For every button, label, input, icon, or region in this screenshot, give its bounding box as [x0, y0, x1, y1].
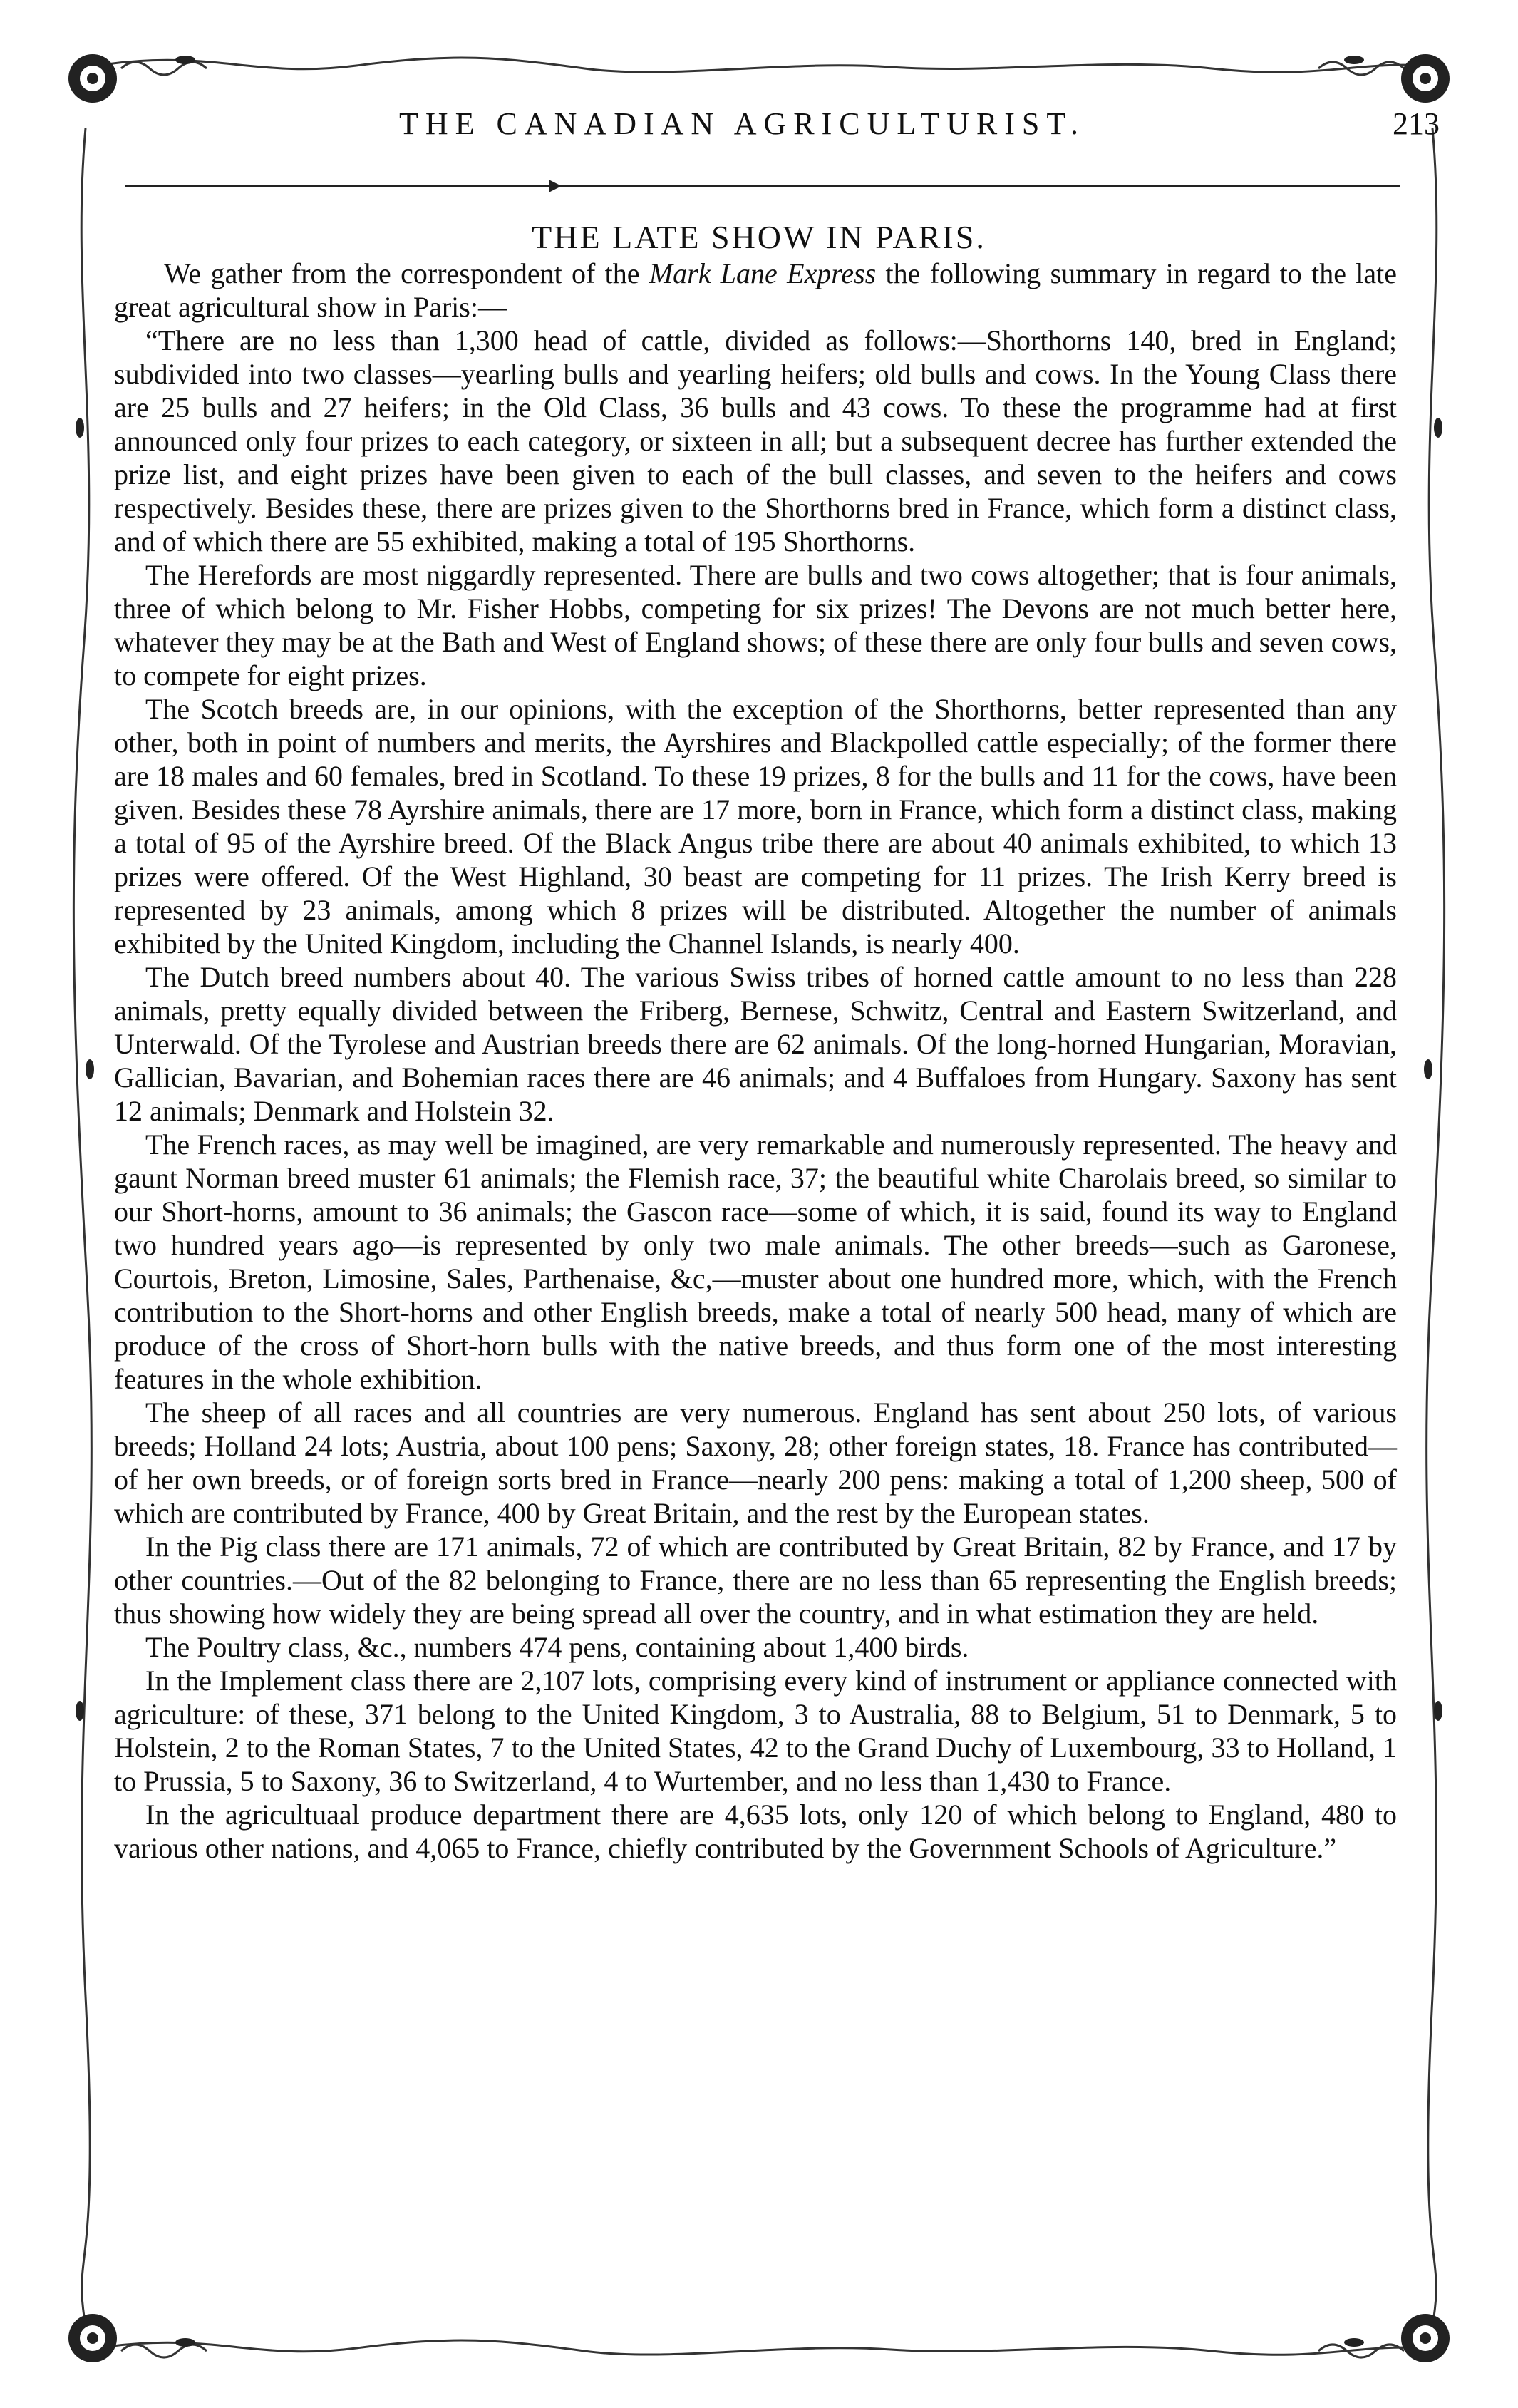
intro-source-title: Mark Lane Express — [649, 257, 877, 289]
paragraph-poultry: The Poultry class, &c., numbers 474 pens, containing about 1,400 birds. — [145, 1631, 969, 1663]
paragraph-implements: In the Implement class there are 2,107 lots, comprising every kind of instrument or appliance connected with agriculture: of these, 371 belong to the United Kingdom, 3 to Australia, 88 to Belgium, 51 to Denmark, 5 to Holstein, 2 to the Roman States, 7 to the United States, 42 to the Grand Duchy of Luxembourg, 33 to Holland, 1 to Prussia, 5 to Saxony, 36 to Switzerland, 4 to Wurtember, and no less than 1,430 to France. — [114, 1664, 1397, 1797]
intro-text-before: We gather from the correspondent of the — [164, 257, 649, 289]
article-body — [114, 257, 1397, 1865]
header-rule — [125, 185, 1400, 187]
paragraph-french-races: The French races, as may well be imagined, are very remarkable and numerously represented. The heavy and gaunt Norman breed muster 61 animals; the Flemish race, 37; the beautiful white Charolais breed, so similar to our Short-horns, amount to 36 animals; the Gascon race—some of which, it is said, found its way to England two hundred years ago—is represented by only two male animals. The other breeds—such as Garonese, Courtois, Breton, Limosine, Sales, Parthenaise, &c,—muster about one hundred more, which, with the French contribution to the Short-horns and other English breeds, make a total of nearly 500 head, many of which are produce of the cross of Short-horn bulls with the native breeds, and thus form one of the most interesting features in the whole exhibition. — [114, 1128, 1397, 1395]
article-title: THE LATE SHOW IN PARIS. — [532, 219, 986, 255]
paragraph-herefords: The Herefords are most niggardly represented. There are bulls and two cows altogether; that is four animals, three of which belong to Mr. Fisher Hobbs, competing for six prizes! The Devons are not much better here, whatever they may be at the Bath and West of England shows; of these there are only four bulls and seven cows, to compete for eight prizes. — [114, 559, 1397, 691]
intro-paragraph — [114, 257, 1397, 324]
paragraph-scotch-breeds: The Scotch breeds are, in our opinions, with the exception of the Shorthorns, better represented than any other, both in point of numbers and merits, the Ayrshires and Blackpolled cattle especially; of the former there are 18 males and 60 females, bred in Scotland. To these 19 prizes, 8 for the bulls and 11 for the cows, have been given. Besides these 78 Ayrshire animals, there are 17 more, born in France, which form a distinct class, making a total of 95 of the Ayrshire breed. Of the Black Angus tribe there are about 40 animals exhibited, to which 13 prizes were offered. Of the West Highland, 30 beast are competing for 11 prizes. The Irish Kerry breed is represented by 23 animals, among which 8 prizes will be distributed. Altogether the number of animals exhibited by the United Kingdom, including the Channel Islands, is nearly 400. — [114, 693, 1397, 959]
page-number: 213 — [1393, 106, 1440, 141]
paragraph-pig-class: In the Pig class there are 171 animals, 72 of which are contributed by Great Britain, 82 by France, and 17 by other countries.—Out of the 82 belonging to France, there are no less than 65 representing the English breeds; thus showing how widely they are being spread all over the country, and in what estimation they are held. — [114, 1530, 1397, 1630]
paragraph-sheep: The sheep of all races and all countries are very numerous. England has sent about 250 lots, of various breeds; Holland 24 lots; Austria, about 100 pens; Saxony, 28; other foreign states, 18. France has contributed—of her own breeds, or of foreign sorts bred in France—nearly 200 pens: making a total of 1,200 sheep, 500 of which are contributed by France, 400 by Great Britain, and the rest by the European states. — [114, 1396, 1397, 1529]
page-header — [143, 106, 1440, 163]
running-title: THE CANADIAN AGRICULTURIST. — [399, 106, 1085, 141]
paragraph-cattle-count: “There are no less than 1,300 head of cattle, divided as follows:—Shorthorns 140, bred in England; subdivided into two classes—yearling bulls and yearling heifers; old bulls and cows. In the Young Class there are 25 bulls and 27 heifers; in the Old Class, 36 bulls and 43 cows. To these the programme had at first announced only four prizes to each category, or sixteen in all; but a subsequent decree has further extended the prize list, and eight prizes have been given to each of the bull classes, and seven to the heifers and cows respectively. Besides these, there are prizes given to the Shorthorns bred in France, which form a distinct class, and of which there are 55 exhibited, making a total of 195 Shorthorns. — [114, 324, 1397, 557]
intro-text-after: the following summary in regard to the late great agricultural show in Paris:— — [114, 257, 1398, 323]
paragraph-produce: In the agricultuaal produce department there are 4,635 lots, only 120 of which belong to England, 480 to various other nations, and 4,065 to France, chiefly contributed by the Government Schools of Agriculture.” — [114, 1799, 1397, 1864]
header-rule-mark — [549, 180, 562, 192]
paragraph-dutch-swiss: The Dutch breed numbers about 40. The various Swiss tribes of horned cattle amount to no less than 228 animals, pretty equally divided between the Friberg, Bernese, Schwitz, Central and Eastern Switzerland, and Unterwald. Of the Tyrolese and Austrian breeds there are 62 animals. Of the long-horned Hungarian, Moravian, Gallician, Bavarian, and Bohemian races there are 46 animals; and 4 Buffaloes from Hungary. Saxony has sent 12 animals; Denmark and Holstein 32. — [114, 961, 1397, 1127]
